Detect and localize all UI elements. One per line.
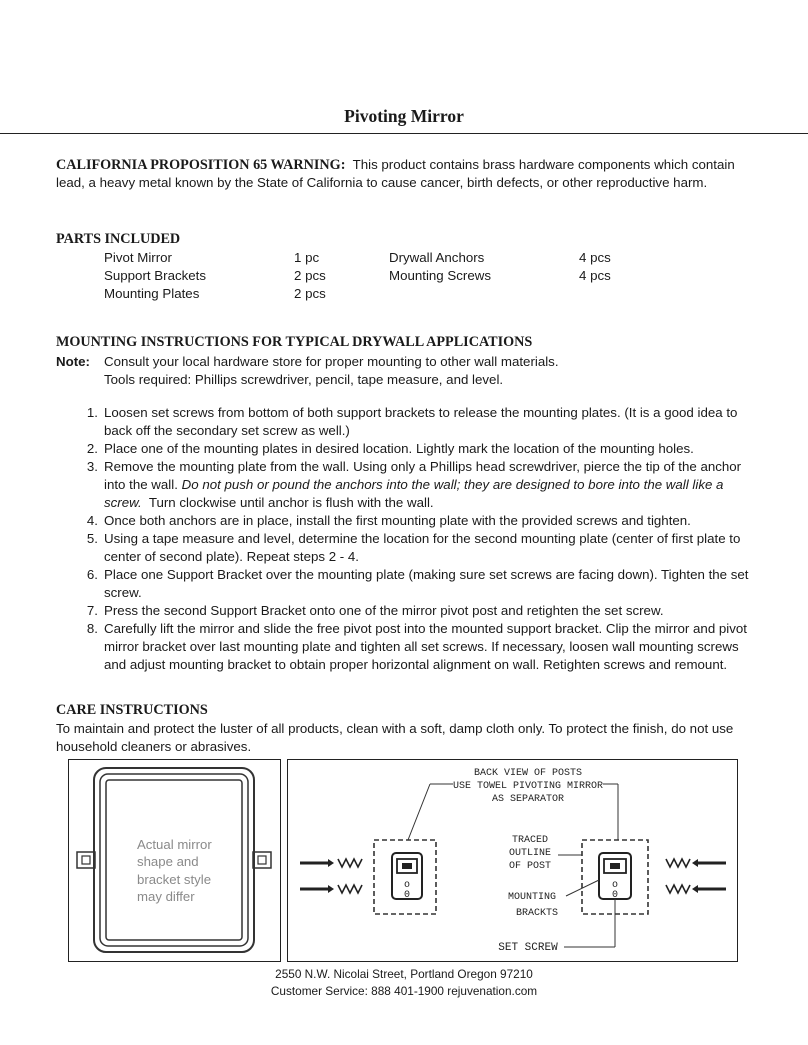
part-name: Drywall Anchors <box>389 250 485 265</box>
mounting-steps <box>86 404 762 674</box>
caption-line: shape and <box>137 854 199 870</box>
step-text: Place one Support Bracket over the mounting plate (making sure set screws are facing down). Tighten the set screw. <box>104 567 749 600</box>
step-number: 1. <box>86 405 98 420</box>
mounting-label-line: BRACKTS <box>515 908 559 919</box>
part-name: Mounting Screws <box>389 268 491 283</box>
step-number: 4. <box>86 513 98 528</box>
step-warning: Do not push or pound the anchors into the wall; they are designed to bore into the wall like a screw. <box>104 477 724 510</box>
leader-line <box>408 784 430 840</box>
part-name: Support Brackets <box>104 268 206 283</box>
part-qty: 4 pcs <box>579 250 611 265</box>
post-left-slot <box>402 863 412 869</box>
step-text: Press the second Support Bracket onto one of the mirror pivot post and retighten the set screw. <box>104 603 664 618</box>
left-screws <box>300 859 362 893</box>
part-qty: 4 pcs <box>579 268 611 283</box>
set-screw-left: 0 <box>403 890 411 901</box>
warning-label: CALIFORNIA PROPOSITION 65 WARNING: <box>56 157 346 173</box>
part-qty: 2 pcs <box>294 268 326 283</box>
set-screw-left-top: o <box>403 880 411 891</box>
step-number: 3. <box>86 459 98 474</box>
back-view-line: AS SEPARATOR <box>491 794 565 805</box>
caption-line: may differ <box>137 888 195 904</box>
back-view-figure <box>287 759 738 962</box>
step-text: Remove the mounting plate from the wall. Using only a Phillips head screwdriver, pierce the tip of the anchor into the wall. <box>104 459 742 492</box>
step-number: 2. <box>86 441 98 456</box>
step-item <box>86 512 762 530</box>
back-view-line: USE TOWEL PIVOTING MIRROR <box>452 781 604 792</box>
right-bracket-post <box>258 856 266 864</box>
step-number: 5. <box>86 531 98 546</box>
caption-line: bracket style <box>137 871 212 887</box>
step-text: Once both anchors are in place, install the first mounting plate with the provided screws and tighten. <box>104 513 691 528</box>
step-number: 7. <box>86 603 98 618</box>
care-heading: CARE INSTRUCTIONS <box>56 702 208 718</box>
step-text: Loosen set screws from bottom of both support brackets to release the mounting plates. (It is a good idea to back off the secondary set screw as well.) <box>104 405 738 438</box>
set-screw-right-top: o <box>611 880 619 891</box>
step-item <box>86 458 762 512</box>
prop65-warning <box>56 156 760 192</box>
warning-text: This product contains brass hardware components which contain lead, a heavy metal known by the State of California to cause cancer, birth defects, or other reproductive harm. <box>56 157 735 190</box>
traced-label-line: OUTLINE <box>508 848 552 859</box>
mirror-caption <box>137 836 247 905</box>
step-item <box>86 620 762 674</box>
page-title: Pivoting Mirror <box>344 106 464 126</box>
caption-line: Actual mirror <box>137 837 212 852</box>
part-name: Mounting Plates <box>104 286 200 301</box>
step-item <box>86 602 762 620</box>
step-text: Place one of the mounting plates in desired location. Lightly mark the location of the mounting holes. <box>104 441 694 456</box>
back-view-line: BACK VIEW OF POSTS <box>473 768 583 779</box>
left-bracket-post <box>82 856 90 864</box>
set-screw-label: SET SCREW <box>498 942 558 954</box>
note-label: Note: <box>56 354 90 369</box>
title-divider <box>0 133 808 134</box>
step-item <box>86 530 762 566</box>
set-screw-right: 0 <box>611 890 619 901</box>
note-line: Consult your local hardware store for proper mounting to other wall materials. <box>104 354 559 369</box>
mounting-label-line: MOUNTING <box>507 892 557 903</box>
step-item <box>86 404 762 440</box>
part-qty: 1 pc <box>294 250 320 265</box>
traced-label-line: TRACED <box>511 835 549 846</box>
left-bracket <box>77 852 95 868</box>
step-text: Carefully lift the mirror and slide the free pivot post into the mounted support bracket. Clip the mirror and pivot mirror bracket over last mounting plate and tighten all set screws. If necessary, loosen wall mounting screws and adjust mounting bracket to obtain proper horizontal alignment on wall. Retighten screws and remount. <box>104 621 747 672</box>
step-item <box>86 566 762 602</box>
step-item <box>86 440 762 458</box>
step-text-cont: Turn clockwise until anchor is flush with the wall. <box>148 495 434 510</box>
note-text <box>104 353 768 389</box>
step-text: Using a tape measure and level, determine the location for the second mounting plate (center of first plate to center of second plate). Repeat steps 2 - 4. <box>104 531 741 564</box>
part-name: Pivot Mirror <box>104 250 172 265</box>
right-bracket <box>253 852 271 868</box>
right-screws <box>666 859 726 893</box>
step-number: 8. <box>86 621 98 636</box>
footer-address: 2550 N.W. Nicolai Street, Portland Oregon 97210 <box>275 967 533 981</box>
mounting-heading: MOUNTING INSTRUCTIONS FOR TYPICAL DRYWALL APPLICATIONS <box>56 334 533 350</box>
step-number: 6. <box>86 567 98 582</box>
traced-outline-left <box>374 840 436 914</box>
back-view-diagram <box>288 760 736 960</box>
note-line: Tools required: Phillips screwdriver, pencil, tape measure, and level. <box>104 372 504 387</box>
footer-service: Customer Service: 888 401-1900 rejuvenation.com <box>270 984 538 998</box>
care-text: To maintain and protect the luster of all products, clean with a soft, damp cloth only. To protect the finish, do not use household cleaners or abrasives. <box>56 721 734 754</box>
part-qty: 2 pcs <box>294 286 326 301</box>
post-right-slot <box>610 863 620 869</box>
footer <box>0 966 808 1000</box>
parts-heading: PARTS INCLUDED <box>56 231 181 247</box>
traced-label-line: OF POST <box>508 861 552 872</box>
